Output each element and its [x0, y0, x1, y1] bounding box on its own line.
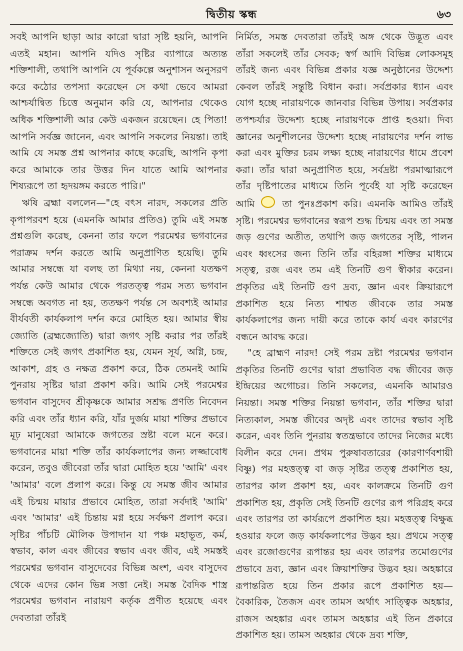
page-number: ৬৩ [436, 8, 451, 21]
right-column [236, 30, 454, 646]
chapter-title: দ্বিতীয় স্কন্ধ [205, 8, 258, 21]
page-header [10, 4, 453, 22]
left-paragraph-2: ঋষি ব্রহ্মা বললেন—"হে বৎস নারদ, সকলের প্রতি কৃপাপরবশ হয়ে (এমনকি আমার প্রতিও) তুমি এই সমস্ত প্রশ্নগুলি করেছ, কেননা তার ফলে পরমেশ্বর ভগবানের পরাক্রম দর্শন করতে আমি অনুপ্রাণিত হয়েছি। তুমি আমার সম্বন্ধে যা বলছ তা মিথ্যা নয়, কেননা যতক্ষণ পর্যন্ত কেউ আমার থেকে পরতত্ত্ব পরম সত্য ভগবান সম্বন্ধে অবগত না হয়, ততক্ষণ পর্যন্ত সে অবশ্যই আমার বীর্যবতী কার্যকলাপ দর্শন করে মোহিত হয়। আমার স্বীয় জ্যোতি (ব্রহ্মজ্যোতি) দ্বারা জগৎ সৃষ্টি করার পর তাঁরই শক্তিতে সেই জগৎ প্রকাশিত হয়, যেমন সূর্য, অগ্নি, চন্দ্র, আকাশ, গ্রহ ও নক্ষত্র প্রকাশ করে, ঠিক তেমনই আমি পুনরায় সৃষ্টির দ্বারা প্রকাশ করি। আমি সেই পরমেশ্বর ভগবান বাসুদেব শ্রীকৃষ্ণকে আমার সশ্রদ্ধ প্রণতি নিবেদন করি এবং তাঁর ধ্যান করি, যাঁর দুর্জয় মায়া শক্তির প্রভাবে মূঢ় মানুষেরা আমাকে জগতের স্রষ্টা বলে মনে করে। ভগবানের মায়া শক্তি তাঁর কার্যকলাপের জন্য লজ্জাবোধ করেন, তবুও জীবেরা তাঁর দ্বারা মোহিত হয়ে 'আমি' এবং 'আমার' বলে প্রলাপ করে। কিন্তু যে সমস্ত জীব আমার এই চিন্ময় মায়ার প্রভাবে মোহিত, তারা সর্বদাই 'আমি' এবং 'আমার' এই চিন্তায় মগ্ন হয়ে সর্বক্ষণ প্রলাপ করে। সৃষ্টির পাঁচটি মৌলিক উপাদান যা পঞ্চ মহাভূত, কর্ম, স্বভাব, কাল এবং জীবের স্বভাব এবং জীব, এই সমস্তই পরমেশ্বর ভগবান বাসুদেবের বিভিন্ন অংশ, এবং বাসুদেব থেকে এদের কোন ভিন্ন সত্তা নেই। সমস্ত বৈদিক শাস্ত্র পরমেশ্বর ভগবান নারায়ণ কর্তৃক প্রণীত হয়েছে এবং দেবতারা তাঁরই [10, 197, 228, 624]
highlight-annotation-icon [261, 196, 275, 208]
text-columns [10, 30, 453, 646]
right-paragraph-1: নির্মিত, সমস্ত দেবতারা তাঁরই অঙ্গ থেকে উদ্ভূত এবং তাঁরা সকলেই তাঁর সেবক; স্বর্গ আদি বিভিন্ন লোকসমূহ তাঁরই জন্য এবং বিভিন্ন প্রকার যজ্ঞ অনুষ্ঠানের উদ্দেশ্য কেবল তাঁরই সন্তুষ্টি বিধান করা। সর্বপ্রকার ধ্যান এবং যোগ হচ্ছে নারায়ণকে জানবার বিভিন্ন উপায়। সর্বপ্রকার তপশ্চর্যার উদ্দেশ্য হচ্ছে নারায়ণকে প্রাপ্ত হওয়া। দিব্য জ্ঞানের অনুশীলনের উদ্দেশ্য হচ্ছে নারায়ণের দর্শন লাভ করা এবং মুক্তির চরম লক্ষ্য হচ্ছে নারায়ণের ধামে প্রবেশ করা। তাঁর দ্বারা অনুপ্রাণিত হয়ে, সর্বদ্রষ্টা পরমাত্মারূপে তাঁর দৃষ্টিপাতের মাধ্যমে তিনি পূর্বেই যা সৃষ্টি করেছেন আমি তা পুনঃপ্রকাশ করি। এমনকি আমিও তাঁরই সৃষ্টি। পরমেশ্বর ভগবানের স্বরূপ শুদ্ধ চিন্ময় এবং তা সমস্ত জড় গুণের অতীত, তথাপি জড় জগতের সৃষ্টি, পালন এবং ধ্বংসের জন্য তিনি তাঁর বহিরঙ্গা শক্তির মাধ্যমে সত্ত্ব, রজ এবং তম এই তিনটি গুণ স্বীকার করেন। প্রকৃতির এই তিনটি গুণ দ্রব্য, জ্ঞান এবং ক্রিয়ারূপে প্রকাশিত হয়ে নিত্য শাশ্বত জীবকে তার সমস্ত কার্যকলাপের জন্য দায়ী করে তাকে কার্য এবং কারণের বন্ধনে আবদ্ধ করে। [235, 32, 453, 343]
left-paragraph-1: সবই আপনি ছাড়া আর কারো দ্বারা সৃষ্টি হয়নি, আপনি এতই মহান। আপনি যদিও সৃষ্টির ব্যাপারে অত্যন্ত শক্তিশালী, তথাপি আপনি যে পূর্বকল্পে অনুশাসন অনুসরণ করে কঠোর তপস্যা করেছেন সে কথা ভেবে আমরা আশ্চর্যান্বিত চিত্তে অনুমান করি যে, আপনার থেকেও অধিক শক্তিশালী আর কেউ একজন রয়েছেন। হে পিতা! আপনি সর্বজ্ঞ জানেন, এবং আপনি সকলের নিয়ন্তা। তাই আমি যে সমস্ত প্রশ্ন আপনার কাছে করেছি, আপনি কৃপা করে আমাকে তার উত্তর দিন যাতে আমি আপনার শিষ্যরূপে তা হৃদয়ঙ্গম করতে পারি।" [10, 32, 228, 193]
right-paragraph-2: "হে ব্রাহ্মণ নারদ! সেই পরম দ্রষ্টা পরমেশ্বর ভগবান প্রকৃতির তিনটি গুণের দ্বারা প্রভাবিত বদ্ধ জীবের জড় ইন্দ্রিয়ের অগোচর। তিনি সকলের, এমনকি আমারও নিয়ন্তা। সমস্ত শক্তির নিয়ন্তা ভগবান, তাঁর শক্তির দ্বারা নিত্যকাল, সমস্ত জীবের অদৃষ্ট এবং তাদের স্বভাব সৃষ্টি করেন, এবং তিনি পুনরায় স্বতন্ত্রভাবে তাদের নিজের মধ্যে বিলীন করে দেন। প্রথম পুরুষাবতারের (কারণার্ণবশায়ী বিষ্ণু) পর মহত্তত্ত্ব বা জড় সৃষ্টির তত্ত্ব প্রকাশিত হয়, তারপর কাল প্রকাশ হয়, এবং কালক্রমে তিনটি গুণ প্রকাশিত হয়, প্রকৃতি সেই তিনটি গুণের রূপ পরিগ্রহ করে এবং তারপর তা কার্যরূপে প্রকাশিত হয়। মহত্তত্ত্ব বিক্ষুব্ধ হওয়ার ফলে জড় কার্যকলাপের উদ্ভব হয়। প্রথমে সত্ত্ব এবং রজোগুণের রূপান্তর হয় এবং তারপর তমোগুণের প্রভাবে দ্রব্য, জ্ঞান এবং ক্রিয়াশক্তির উদ্ভব হয়। অহঙ্কারে রূপান্তরিত হয়ে তিন প্রকার রূপে প্রকাশিত হয়—বৈকারিক, তৈজস এবং তামস অর্থাৎ সাত্ত্বিক অহঙ্কার, রাজস অহঙ্কার এবং তামস অহঙ্কার এই তিন প্রকারে প্রকাশিত হয়। তামস অহঙ্কার থেকে দ্রব্য শক্তি, [235, 348, 453, 642]
left-column [10, 30, 228, 646]
